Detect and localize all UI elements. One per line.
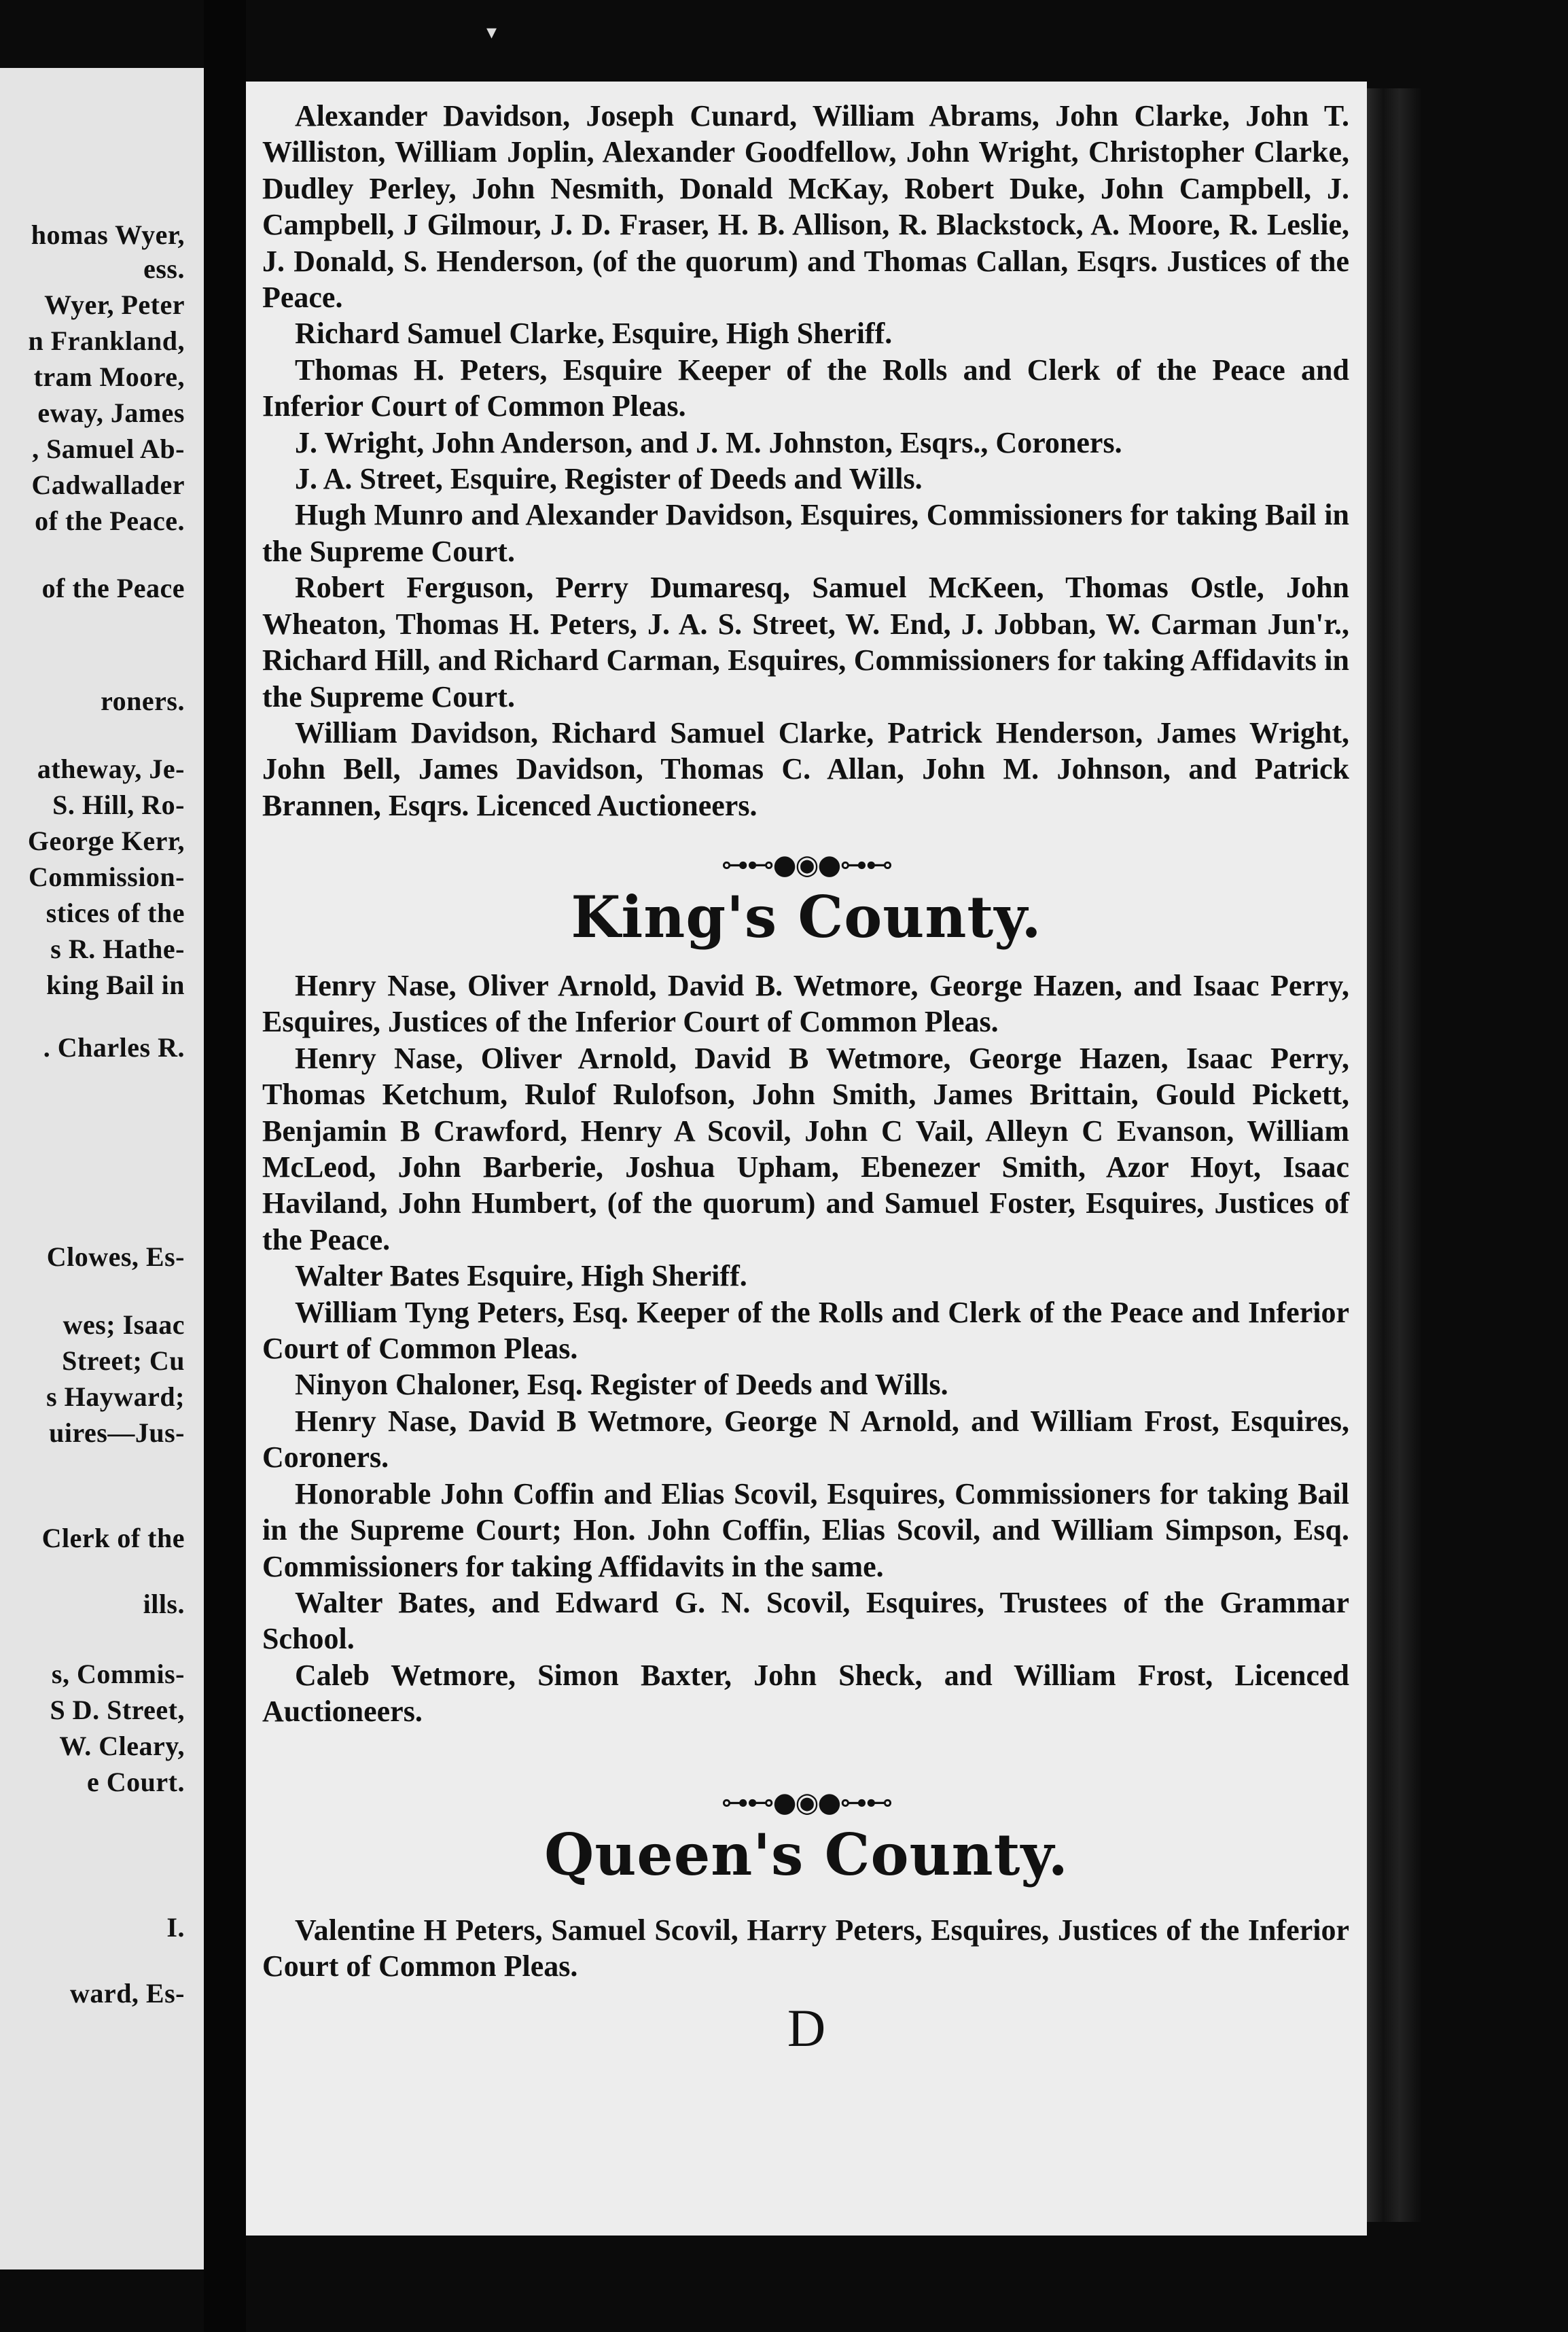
left-line: George Kerr, <box>27 826 185 856</box>
paragraph: Hugh Munro and Alexander Davidson, Esquires, Commissioners for taking Bail in the Supreme Court. <box>262 498 1349 568</box>
left-line: Wyer, Peter <box>44 289 185 320</box>
signature-mark: D <box>787 1998 826 2057</box>
left-line: S. Hill, Ro- <box>52 790 185 820</box>
left-line: eway, James <box>37 398 185 428</box>
paragraph: William Tyng Peters, Esq. Keeper of the Rolls and Clerk of the Peace and Inferior Court of Common Pleas. <box>262 1295 1349 1366</box>
paragraph: Alexander Davidson, Joseph Cunard, William Abrams, John Clarke, John T. Williston, William Joplin, Alexander Goodfellow, John Wright, Christopher Clarke, Dudley Perley, John Nesmith, Donald McKay, Robert Duke, John Campbell, J. Campbell, J Gilmour, J. D. Fraser, H. B. Allison, R. Blackstock, A. Moore, R. Leslie, J. Donald, S. Henderson, (of the quorum) and Thomas Callan, Esqrs. Justices of the Peace. <box>262 99 1349 315</box>
left-line: of the Peace. <box>35 506 185 536</box>
section-top <box>262 98 1349 824</box>
paragraph: Caleb Wetmore, Simon Baxter, John Sheck, and William Frost, Licenced Auctioneers. <box>262 1658 1349 1729</box>
left-line: stices of the <box>46 898 185 928</box>
paragraph: William Davidson, Richard Samuel Clarke, Patrick Henderson, James Wright, John Bell, James Davidson, Thomas C. Allan, John M. Johnson, and Patrick Brannen, Esqrs. Licenced Auctioneers. <box>262 716 1349 822</box>
paragraph: Ninyon Chaloner, Esq. Register of Deeds and Wills. <box>295 1368 948 1402</box>
left-line: wes; Isaac <box>63 1309 185 1340</box>
main-page <box>246 82 1367 2236</box>
ornament-divider: ⊶⊷●◉●⊶⊷ <box>721 1787 892 1818</box>
ornament-divider: ⊶⊷●◉●⊶⊷ <box>721 849 892 881</box>
left-line: ills. <box>143 1589 185 1619</box>
left-line: W. Cleary, <box>59 1731 185 1761</box>
left-line: s R. Hathe- <box>50 934 185 964</box>
paragraph: J. A. Street, Esquire, Register of Deeds and Wills. <box>295 462 923 496</box>
left-line: s, Commis- <box>51 1659 185 1689</box>
kings-county-heading: King's County. <box>571 883 1042 951</box>
left-line: of the Peace <box>41 573 185 603</box>
left-line: ward, Es- <box>70 1978 185 2009</box>
paragraph: Henry Nase, Oliver Arnold, David B Wetmore, George Hazen, Isaac Perry, Thomas Ketchum, Rulof Rulofson, John Smith, James Brittain, Gould Pickett, Benjamin B Crawford, Henry A Scovil, John C Vail, Alleyn C Evanson, William McLeod, John Barberie, Joshua Upham, Ebenezer Smith, Azor Hoyt, Isaac Haviland, John Humbert, (of the quorum) and Samuel Foster, Esquires, Justices of the Peace. <box>262 1041 1349 1256</box>
left-line: S D. Street, <box>50 1695 185 1725</box>
paragraph: Robert Ferguson, Perry Dumaresq, Samuel McKeen, Thomas Ostle, John Wheaton, Thomas H. Peters, J. A. S. Street, W. End, J. Jobban, W. Carman Jun'r., Richard Hill, and Richard Carman, Esquires, Commissioners for taking Affidavits in the Supreme Court. <box>262 571 1349 713</box>
left-line: uires—Jus- <box>49 1417 185 1448</box>
left-line: . Charles R. <box>43 1032 185 1063</box>
paragraph: Henry Nase, Oliver Arnold, David B. Wetmore, George Hazen, and Isaac Perry, Esquires, Justices of the Inferior Court of Common Pleas. <box>262 969 1349 1039</box>
left-line: king Bail in <box>46 970 185 1000</box>
paragraph: Valentine H Peters, Samuel Scovil, Harry Peters, Esquires, Justices of the Inferior Court of Common Pleas. <box>262 1913 1349 1983</box>
paragraph: J. Wright, John Anderson, and J. M. Johnston, Esqrs., Coroners. <box>295 425 1122 459</box>
left-line: homas Wyer, <box>31 219 185 250</box>
left-line: ess. <box>143 253 185 284</box>
left-line: Clowes, Es- <box>46 1241 185 1272</box>
paragraph: Richard Samuel Clarke, Esquire, High Sheriff. <box>295 317 893 351</box>
left-line: I. <box>166 1912 185 1943</box>
section-queens-county <box>262 1912 1349 1985</box>
paragraph: Honorable John Coffin and Elias Scovil, Esquires, Commissioners for taking Bail in the Supreme Court; Hon. John Coffin, Elias Scovil, and William Simpson, Esq. Commissioners for taking Affidavits in the same. <box>262 1477 1349 1583</box>
paragraph: Walter Bates Esquire, High Sheriff. <box>295 1259 747 1293</box>
previous-page-fragment <box>0 68 204 2269</box>
left-line: Commission- <box>29 862 185 892</box>
left-line: e Court. <box>87 1767 185 1797</box>
section-kings-county <box>262 968 1349 1730</box>
queens-county-heading: Queen's County. <box>544 1821 1069 1888</box>
left-line: roners. <box>101 686 185 716</box>
left-line: Street; Cu <box>62 1345 185 1376</box>
page-gutter <box>204 0 246 2332</box>
paragraph: Henry Nase, David B Wetmore, George N Arnold, and William Frost, Esquires, Coroners. <box>262 1404 1349 1474</box>
left-line: tram Moore, <box>33 361 185 392</box>
left-line: n Frankland, <box>28 325 185 356</box>
scan-mark-icon: ▾ <box>486 20 497 44</box>
paragraph: Walter Bates, and Edward G. N. Scovil, Esquires, Trustees of the Grammar School. <box>262 1585 1349 1656</box>
left-line: Clerk of the <box>41 1523 185 1553</box>
left-line: , Samuel Ab- <box>32 434 185 464</box>
left-line: atheway, Je- <box>37 754 185 784</box>
page-edge <box>1367 88 1421 2222</box>
left-line: s Hayward; <box>46 1381 185 1412</box>
left-line: Cadwallader <box>31 470 185 500</box>
paragraph: Thomas H. Peters, Esquire Keeper of the Rolls and Clerk of the Peace and Inferior Court of Common Pleas. <box>262 353 1349 423</box>
